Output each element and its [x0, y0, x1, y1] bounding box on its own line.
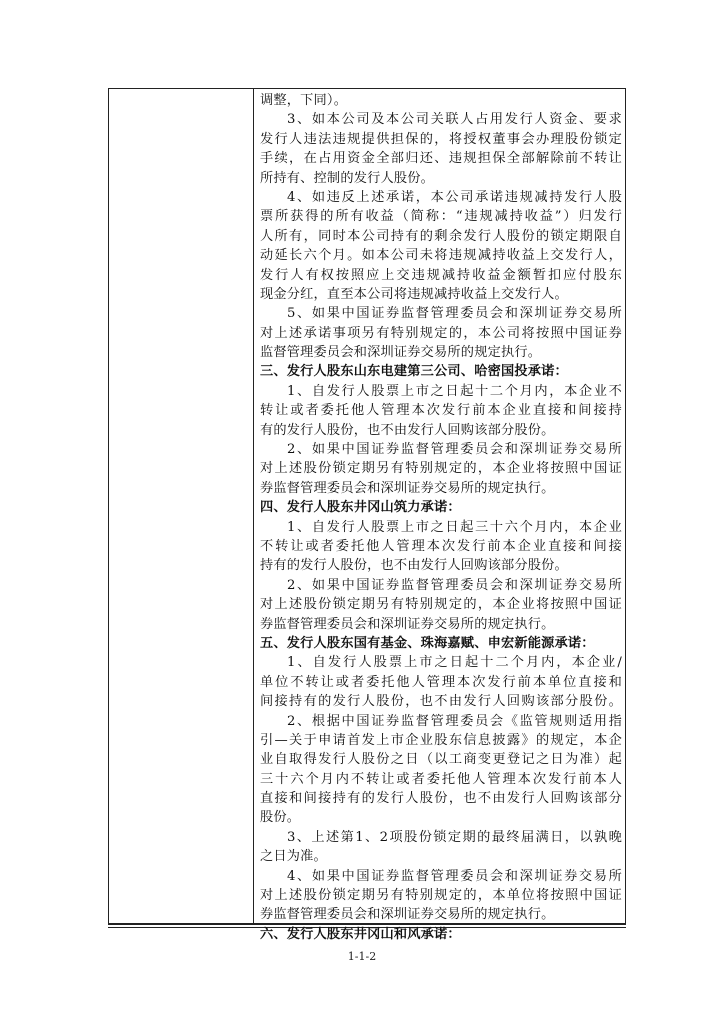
text-line: 对上述股份锁定期另有特别规定的，本企业将按照中国证 — [260, 461, 622, 477]
text-line: 现金分红，直至本公司将违规减持收益上交发行人。 — [260, 286, 568, 302]
text-line: 人所有，同时本公司持有的剩余发行人股份的锁定期限自 — [260, 228, 622, 244]
text-line: 券监督管理委员会和深圳证券交易所的规定执行。 — [260, 480, 555, 496]
text-line: 对上述股份锁定期另有特别规定的，本企业将按照中国证 — [260, 597, 622, 613]
text-line: 2、根据中国证券监督管理委员会《监管规则适用指 — [287, 713, 622, 729]
text-line: 1、自发行人股票上市之日起十二个月内，本企业/ — [287, 655, 622, 671]
section-heading: 五、发行人股东国有基金、珠海嘉赋、申宏新能源承诺： — [260, 635, 595, 651]
text-line: 对上述股份锁定期另有特别规定的，本单位将按照中国证 — [260, 888, 622, 904]
text-line: 发行人有权按照应上交违规减持收益金额暂扣应付股东 — [260, 267, 622, 283]
table-column-divider — [253, 88, 254, 924]
section-heading: 三、发行人股东山东电建第三公司、哈密国投承诺： — [260, 364, 568, 380]
text-line: 3、上述第1、2项股份锁定期的最终届满日，以孰晚 — [287, 829, 622, 845]
text-line: 有的发行人股份，也不由发行人回购该部分股份。 — [260, 422, 555, 438]
text-line: 1、自发行人股票上市之日起三十六个月内，本企业 — [287, 519, 622, 535]
text-line: 股份。 — [260, 810, 301, 826]
text-line: 转让或者委托他人管理本次发行前本企业直接和间接持 — [260, 403, 622, 419]
text-line: 持有的发行人股份，也不由发行人回购该部分股份。 — [260, 558, 568, 574]
text-line: 4、如违反上述承诺，本公司承诺违规减持发行人股 — [287, 189, 622, 205]
table-left-border — [108, 88, 109, 924]
text-line: 间接持有的发行人股份，也不由发行人回购该部分股份。 — [260, 694, 622, 710]
text-line: 发行人违法违规提供担保的，将授权董事会办理股份锁定 — [260, 131, 622, 147]
text-line: 5、如果中国证券监督管理委员会和深圳证券交易所 — [287, 306, 622, 322]
table-right-border — [625, 88, 626, 924]
commitment-text-cell — [260, 91, 622, 944]
table-top-border — [108, 88, 626, 89]
text-line: 对上述承诺事项另有特别规定的，本公司将按照中国证券 — [260, 325, 622, 341]
text-line: 不转让或者委托他人管理本次发行前本企业直接和间接 — [260, 538, 622, 554]
section-heading: 四、发行人股东井冈山筑力承诺： — [260, 500, 461, 516]
text-line: 所持有、控制的发行人股份。 — [260, 170, 435, 186]
text-line: 票所获得的所有收益（简称：“违规减持收益”）归发行 — [260, 209, 622, 225]
text-line: 监督管理委员会和深圳证券交易所的规定执行。 — [260, 345, 542, 361]
text-line: 单位不转让或者委托他人管理本次发行前本单位直接和 — [260, 674, 622, 690]
text-line: 1、自发行人股票上市之日起十二个月内，本企业不 — [287, 383, 622, 399]
text-line: 动延长六个月。如本公司未将违规减持收益上交发行人， — [260, 248, 622, 264]
text-line: 2、如果中国证券监督管理委员会和深圳证券交易所 — [287, 577, 622, 593]
text-line: 2、如果中国证券监督管理委员会和深圳证券交易所 — [287, 442, 622, 458]
text-line: 引—关于申请首发上市企业股东信息披露》的规定，本企 — [260, 732, 622, 748]
text-line: 4、如果中国证券监督管理委员会和深圳证券交易所 — [287, 868, 622, 884]
text-line: 券监督管理委员会和深圳证券交易所的规定执行。 — [260, 907, 555, 923]
text-line: 业自取得发行人股份之日（以工商变更登记之日为准）起 — [260, 752, 622, 768]
text-line: 之日为准。 — [260, 849, 327, 865]
text-line: 三十六个月内不转让或者委托他人管理本次发行前本人 — [260, 771, 622, 787]
text-line: 调整，下同）。 — [260, 93, 348, 108]
text-line: 3、如本公司及本公司关联人占用发行人资金、要求 — [287, 112, 622, 128]
text-line: 手续，在占用资金全部归还、违规担保全部解除前不转让 — [260, 151, 622, 167]
section-heading: 六、发行人股东井冈山和风承诺： — [260, 926, 461, 942]
text-line: 券监督管理委员会和深圳证券交易所的规定执行。 — [260, 616, 555, 632]
page-number: 1-1-2 — [347, 950, 377, 963]
text-line: 直接和间接持有的发行人股份，也不由发行人回购该部分 — [260, 791, 622, 807]
